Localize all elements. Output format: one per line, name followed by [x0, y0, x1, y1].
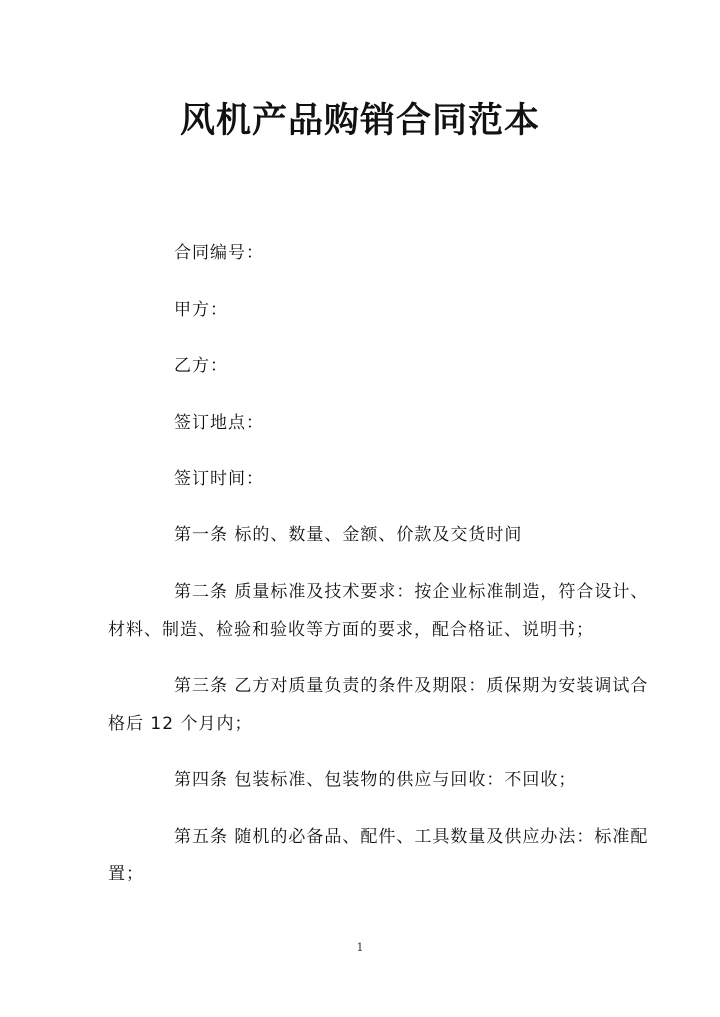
page-number: 1 [356, 941, 364, 954]
article-3-line-1: 第三条 乙方对质量负责的条件及期限：质保期为安装调试合 [174, 676, 649, 696]
field-signing-place: 签订地点： [174, 413, 264, 433]
article-5-line-2: 置； [108, 864, 144, 884]
document-title: 风机产品购销合同范本 [179, 101, 540, 141]
field-signing-time: 签订时间： [174, 469, 264, 489]
article-3-line-2: 格后 12 个月内； [108, 714, 253, 734]
field-contract-number: 合同编号： [174, 243, 264, 263]
article-2-line-1: 第二条 质量标准及技术要求：按企业标准制造，符合设计、 [174, 582, 649, 602]
article-4: 第四条 包装标准、包装物的供应与回收：不回收； [174, 770, 577, 790]
article-1: 第一条 标的、数量、金额、价款及交货时间 [174, 525, 523, 545]
article-5-line-1: 第五条 随机的必备品、配件、工具数量及供应办法：标准配 [174, 827, 649, 847]
article-2-line-2: 材料、制造、检验和验收等方面的要求，配合格证、说明书； [108, 620, 594, 640]
field-party-a: 甲方： [174, 300, 228, 320]
field-party-b: 乙方： [174, 356, 228, 376]
